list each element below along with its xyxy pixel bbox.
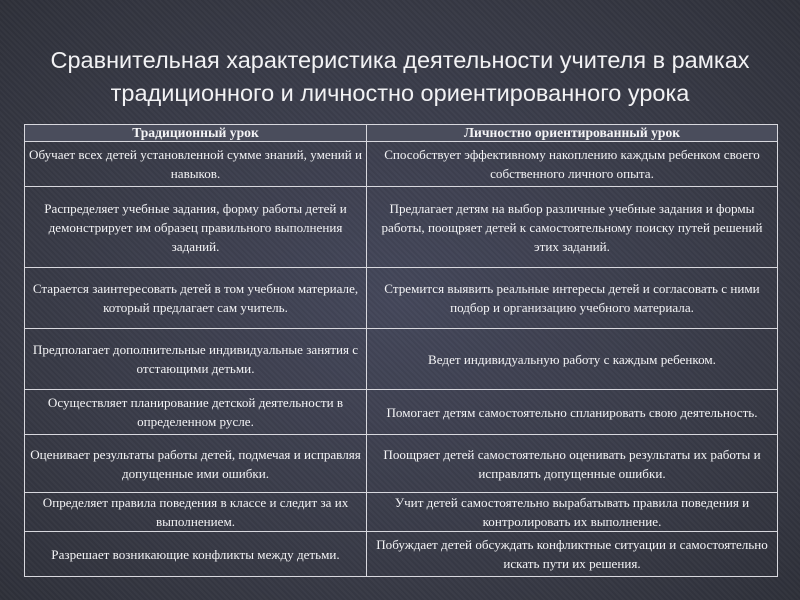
cell-person-oriented: Способствует эффективному накоплению каждым ребенком своего собственного личного опыта. [367, 142, 778, 187]
cell-traditional: Старается заинтересовать детей в том учебном материале, который предлагает сам учитель. [25, 268, 367, 329]
table-row [25, 142, 778, 187]
table-row [25, 493, 778, 532]
cell-traditional: Предполагает дополнительные индивидуальные занятия с отстающими детьми. [25, 329, 367, 390]
table-row [25, 329, 778, 390]
header-traditional: Традиционный урок [25, 125, 367, 142]
table-row [25, 390, 778, 435]
slide-title: Сравнительная характеристика деятельности учителя в рамках традиционного и личностно ориентированного урока [50, 47, 750, 106]
table-row [25, 532, 778, 577]
comparison-table [24, 124, 778, 577]
cell-traditional: Определяет правила поведения в классе и следит за их выполнением. [25, 493, 367, 532]
header-person-oriented: Личностно ориентированный урок [367, 125, 778, 142]
table-row [25, 268, 778, 329]
cell-person-oriented: Поощряет детей самостоятельно оценивать результаты их работы и исправлять допущенные ошибки. [367, 435, 778, 493]
table-row [25, 435, 778, 493]
cell-person-oriented: Стремится выявить реальные интересы детей и согласовать с ними подбор и организацию учебного материала. [367, 268, 778, 329]
cell-traditional: Осуществляет планирование детской деятельности в определенном русле. [25, 390, 367, 435]
cell-person-oriented: Ведет индивидуальную работу с каждым ребенком. [367, 329, 778, 390]
cell-traditional: Обучает всех детей установленной сумме знаний, умений и навыков. [25, 142, 367, 187]
cell-person-oriented: Помогает детям самостоятельно спланировать свою деятельность. [367, 390, 778, 435]
cell-traditional: Оценивает результаты работы детей, подмечая и исправляя допущенные ими ошибки. [25, 435, 367, 493]
cell-person-oriented: Предлагает детям на выбор различные учебные задания и формы работы, поощряет детей к самостоятельному поиску путей решений этих заданий. [367, 187, 778, 268]
table-header-row [25, 125, 778, 142]
table-row [25, 187, 778, 268]
cell-traditional: Распределяет учебные задания, форму работы детей и демонстрирует им образец правильного выполнения заданий. [25, 187, 367, 268]
comparison-table-container [24, 124, 777, 577]
cell-traditional: Разрешает возникающие конфликты между детьми. [25, 532, 367, 577]
cell-person-oriented: Побуждает детей обсуждать конфликтные ситуации и самостоятельно искать пути их решения. [367, 532, 778, 577]
cell-person-oriented: Учит детей самостоятельно вырабатывать правила поведения и контролировать их выполнение. [367, 493, 778, 532]
